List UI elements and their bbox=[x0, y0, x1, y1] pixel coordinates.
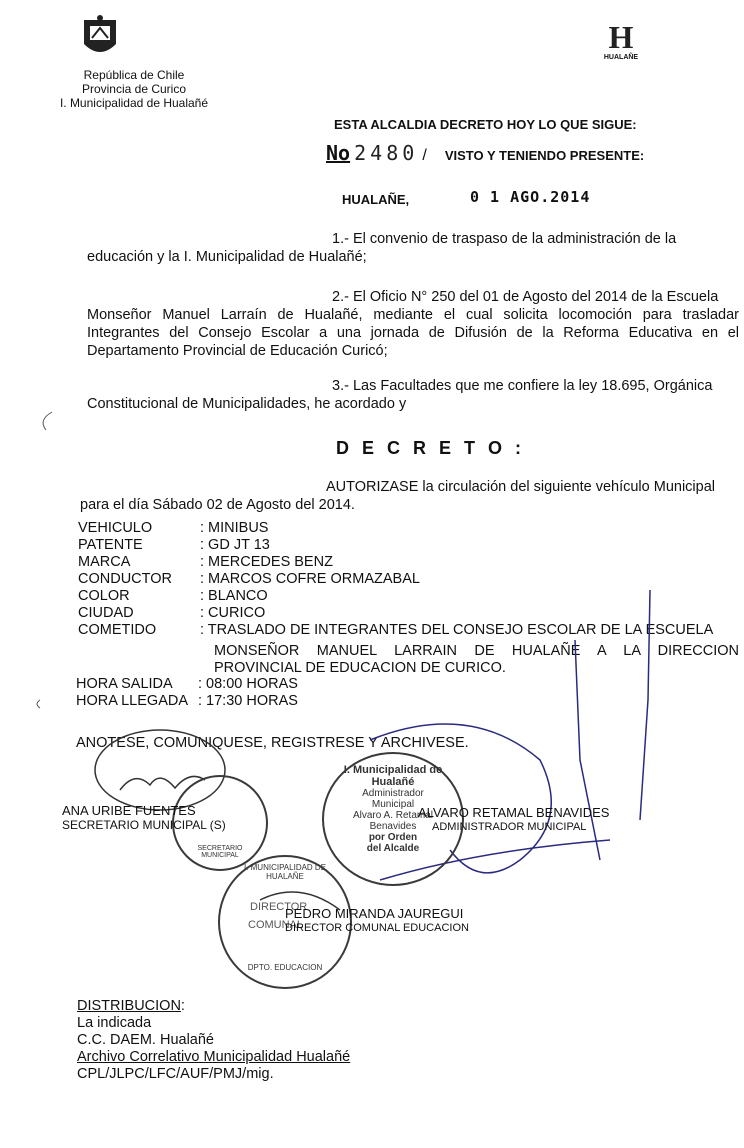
vehicle-key: CIUDAD bbox=[78, 605, 134, 621]
secretary-stamp-text: SECRETARIO MUNICIPAL bbox=[197, 845, 243, 859]
right-signer-title: ADMINISTRADOR MUNICIPAL bbox=[432, 821, 587, 833]
bottom-signer-title: DIRECTOR COMUNAL EDUCACION bbox=[285, 922, 469, 934]
edu-stamp-line: DIRECTOR bbox=[250, 901, 308, 913]
considerando-2-rest: Monseñor Manuel Larraín de Hualañé, mediante el cual solicita locomoción para trasladar Integrantes del Consejo Escolar a una jornada de Difusión de la Reforma Educativa en el Departamento Provincial de Educación Curicó; bbox=[87, 307, 739, 359]
distribution-title-line bbox=[77, 998, 350, 1015]
left-signer-title: SECRETARIO MUNICIPAL (S) bbox=[62, 818, 226, 832]
edu-stamp-line: COMUNAL bbox=[248, 919, 304, 931]
hours-value: : 17:30 HORAS bbox=[198, 693, 298, 709]
right-signer-name: ALVARO RETAMAL BENAVIDES bbox=[418, 805, 610, 820]
distribution-initials: CPL/JLPC/LFC/AUF/PMJ/mig. bbox=[77, 1066, 274, 1082]
vehicle-key: CONDUCTOR bbox=[78, 571, 172, 587]
number-slash: / bbox=[422, 147, 427, 164]
vehicle-key: VEHICULO bbox=[78, 520, 153, 536]
hours-key: HORA SALIDA bbox=[76, 676, 173, 692]
logo-letter: H bbox=[608, 19, 634, 55]
vehicle-value: : CURICO bbox=[200, 605, 266, 621]
distribution-archive bbox=[77, 1049, 350, 1066]
considerando-2-first: 2.- El Oficio N° 250 del 01 de Agosto del 2014 de la Escuela bbox=[332, 289, 719, 305]
signature-left bbox=[62, 804, 226, 832]
decree-heading: ESTA ALCALDIA DECRETO HOY LO QUE SIGUE: bbox=[334, 117, 637, 132]
issuer-line-1: República de Chile bbox=[83, 68, 185, 82]
vehicle-key: MARCA bbox=[78, 554, 131, 570]
vehicle-value: : MINIBUS bbox=[200, 520, 269, 536]
admin-stamp-line: Municipal bbox=[371, 799, 415, 810]
authorization-first: AUTORIZASE la circulación del siguiente vehículo Municipal bbox=[326, 479, 715, 495]
vehicle-value: : GD JT 13 bbox=[200, 537, 270, 553]
admin-stamp-line: del Alcalde bbox=[366, 843, 420, 854]
logo-text: HUALAÑE bbox=[603, 54, 639, 61]
closing-line: ANOTESE, COMUNIQUESE, REGISTRESE Y ARCHIVESE. bbox=[76, 735, 469, 751]
edu-stamp-header: I. MUNICIPALIDAD DE HUALAÑE bbox=[243, 863, 327, 881]
distribution-block bbox=[77, 998, 350, 1083]
authorization-rest: para el día Sábado 02 de Agosto del 2014. bbox=[80, 497, 355, 513]
considerando-3-first: 3.- Las Facultades que me confiere la ley 18.695, Orgánica bbox=[332, 378, 713, 394]
vehicle-value: : MARCOS COFRE ORMAZABAL bbox=[200, 571, 420, 587]
admin-stamp-line: Benavides bbox=[369, 821, 417, 832]
admin-stamp-line: Administrador bbox=[362, 788, 424, 799]
admin-stamp-header: I. Municipalidad de Hualañé bbox=[343, 764, 443, 788]
number-prefix: No bbox=[326, 141, 351, 165]
admin-stamp-line: Alvaro A. Retamal bbox=[352, 810, 434, 821]
place: HUALAÑE, bbox=[342, 192, 410, 207]
hours-value: : 08:00 HORAS bbox=[198, 676, 298, 692]
considerando-1-rest: educación y la I. Municipalidad de Hualañé; bbox=[87, 249, 367, 265]
decreto-title: D E C R E T O : bbox=[336, 438, 526, 458]
vehicle-key: COLOR bbox=[78, 588, 130, 604]
visto-heading: VISTO Y TENIENDO PRESENTE: bbox=[444, 148, 645, 163]
issuer-line-3: I. Municipalidad de Hualañé bbox=[59, 96, 209, 110]
edu-stamp-footer: DPTO. EDUCACION bbox=[247, 963, 323, 972]
vehicle-value: : MERCEDES BENZ bbox=[200, 554, 333, 570]
admin-stamp-line: por Orden bbox=[368, 832, 418, 843]
vehicle-key: PATENTE bbox=[78, 537, 143, 553]
vehicle-key: COMETIDO bbox=[78, 622, 157, 638]
considerando-1-first: 1.- El convenio de traspaso de la administración de la bbox=[332, 231, 677, 247]
distribution-line: La indicada bbox=[77, 1015, 152, 1031]
distribution-title: DISTRIBUCION bbox=[77, 998, 181, 1014]
distribution-line: C.C. DAEM. Hualañé bbox=[77, 1032, 214, 1048]
issuer-line-2: Provincia de Curico bbox=[81, 82, 187, 96]
decree-number: 2480 bbox=[354, 141, 419, 165]
considerando-3-rest: Constitucional de Municipalidades, he acordado y bbox=[87, 396, 407, 412]
decree-date: 0 1 AGO.2014 bbox=[470, 188, 591, 206]
left-signer-name: ANA URIBE FUENTES bbox=[62, 803, 196, 818]
vehicle-value: : BLANCO bbox=[200, 588, 268, 604]
cometido-line: MONSEÑOR MANUEL LARRAIN DE HUALAÑE A LA DIRECCION bbox=[214, 643, 739, 659]
hours-key: HORA LLEGADA bbox=[76, 693, 189, 709]
signature-bottom bbox=[285, 907, 469, 935]
distribution-colon: : bbox=[180, 998, 185, 1014]
vehicle-value: : TRASLADO DE INTEGRANTES DEL CONSEJO ESCOLAR DE LA ESCUELA bbox=[200, 622, 714, 638]
cometido-line: PROVINCIAL DE EDUCACION DE CURICO. bbox=[214, 660, 506, 676]
bottom-signer-name: PEDRO MIRANDA JAUREGUI bbox=[285, 906, 464, 921]
archive-text: Archivo Correlativo Municipalidad Hualañé bbox=[77, 1049, 351, 1065]
signature-right bbox=[418, 806, 609, 834]
